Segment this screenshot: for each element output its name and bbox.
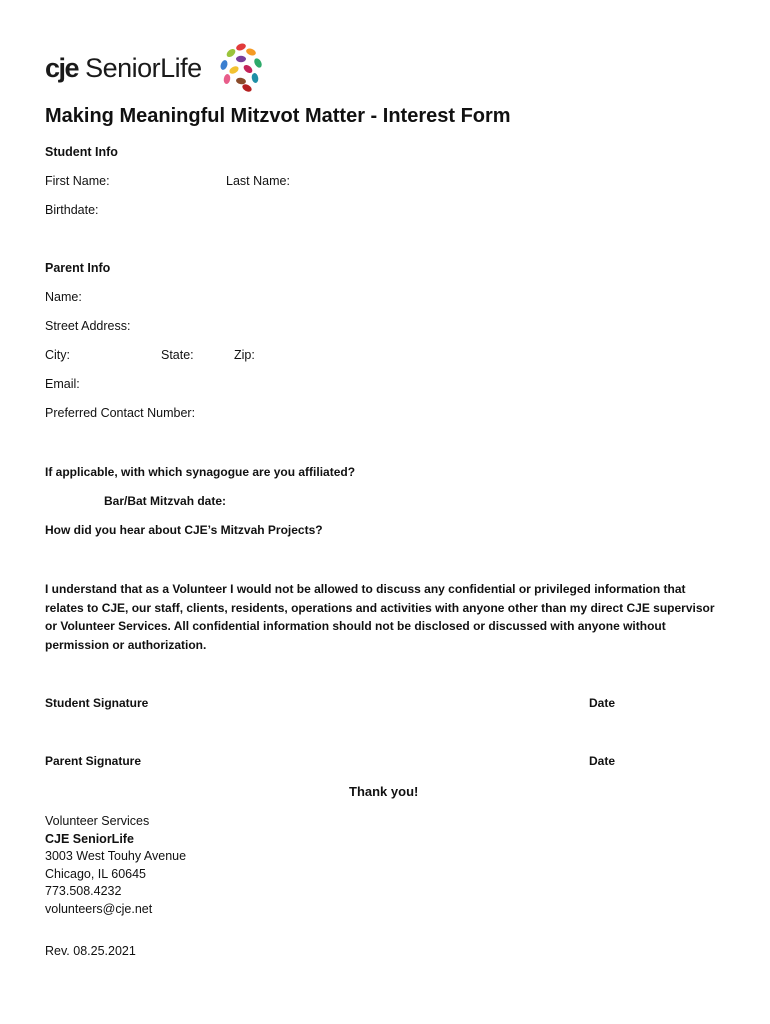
- student-info-heading: Student Info: [45, 145, 118, 159]
- logo-petal: [223, 74, 231, 85]
- logo-petal: [253, 57, 264, 69]
- contact-street: 3003 West Touhy Avenue: [45, 849, 187, 863]
- synagogue-question: If applicable, with which synagogue are you affiliated?: [45, 465, 356, 479]
- city-label: City:: [45, 348, 70, 362]
- state-label: State:: [161, 348, 194, 362]
- contact-department: Volunteer Services: [45, 814, 150, 828]
- birthdate-label: Birthdate:: [45, 203, 99, 217]
- form-title: Making Meaningful Mitzvot Matter - Interest Form: [45, 105, 511, 127]
- parent-info-heading: Parent Info: [45, 261, 111, 275]
- logo-petal: [245, 47, 257, 56]
- logo-petal: [242, 63, 254, 74]
- parent-date-label: Date: [589, 754, 616, 768]
- contact-organization: CJE SeniorLife: [45, 831, 134, 846]
- logo-petal: [228, 65, 240, 76]
- logo-petal: [219, 59, 228, 71]
- logo-petal: [236, 56, 246, 62]
- student-date-label: Date: [589, 696, 616, 710]
- parent-name-label: Name:: [45, 290, 82, 304]
- confidentiality-statement: I understand that as a Volunteer I would not be allowed to discuss any confidential or privileged information that relates to CJE, our staff, clients, residents, operations and activities with anyone other than my direct CJE supervisor or Volunteer Services. All confidential information should not be disclosed or discussed with anyone without permission or authorization.: [45, 582, 715, 652]
- hear-about-question: How did you hear about CJE’s Mitzvah Projects?: [45, 523, 323, 537]
- logo-petal: [225, 47, 237, 58]
- zip-label: Zip:: [234, 348, 255, 362]
- email-label: Email:: [45, 377, 80, 391]
- logo-petal: [251, 73, 259, 84]
- street-address-label: Street Address:: [45, 319, 131, 333]
- contact-block: [45, 813, 186, 918]
- parent-signature-label: Parent Signature: [45, 754, 142, 768]
- logo-flower-icon: [217, 43, 265, 93]
- contact-city: Chicago, IL 60645: [45, 866, 147, 881]
- contact-email: volunteers@cje.net: [45, 901, 153, 916]
- logo-petal: [236, 77, 247, 85]
- mitzvah-date-label: Bar/Bat Mitzvah date:: [104, 494, 227, 508]
- contact-phone: 773.508.4232: [45, 884, 122, 898]
- logo-petal: [241, 83, 253, 93]
- revision-date: Rev. 08.25.2021: [45, 944, 136, 958]
- last-name-label: Last Name:: [226, 174, 290, 188]
- first-name-label: First Name:: [45, 174, 110, 188]
- contact-number-label: Preferred Contact Number:: [45, 406, 196, 420]
- logo-wordmark: cje SeniorLife: [45, 53, 202, 83]
- thank-you-text: Thank you!: [349, 784, 419, 799]
- student-signature-label: Student Signature: [45, 696, 149, 710]
- logo-petal: [235, 43, 247, 52]
